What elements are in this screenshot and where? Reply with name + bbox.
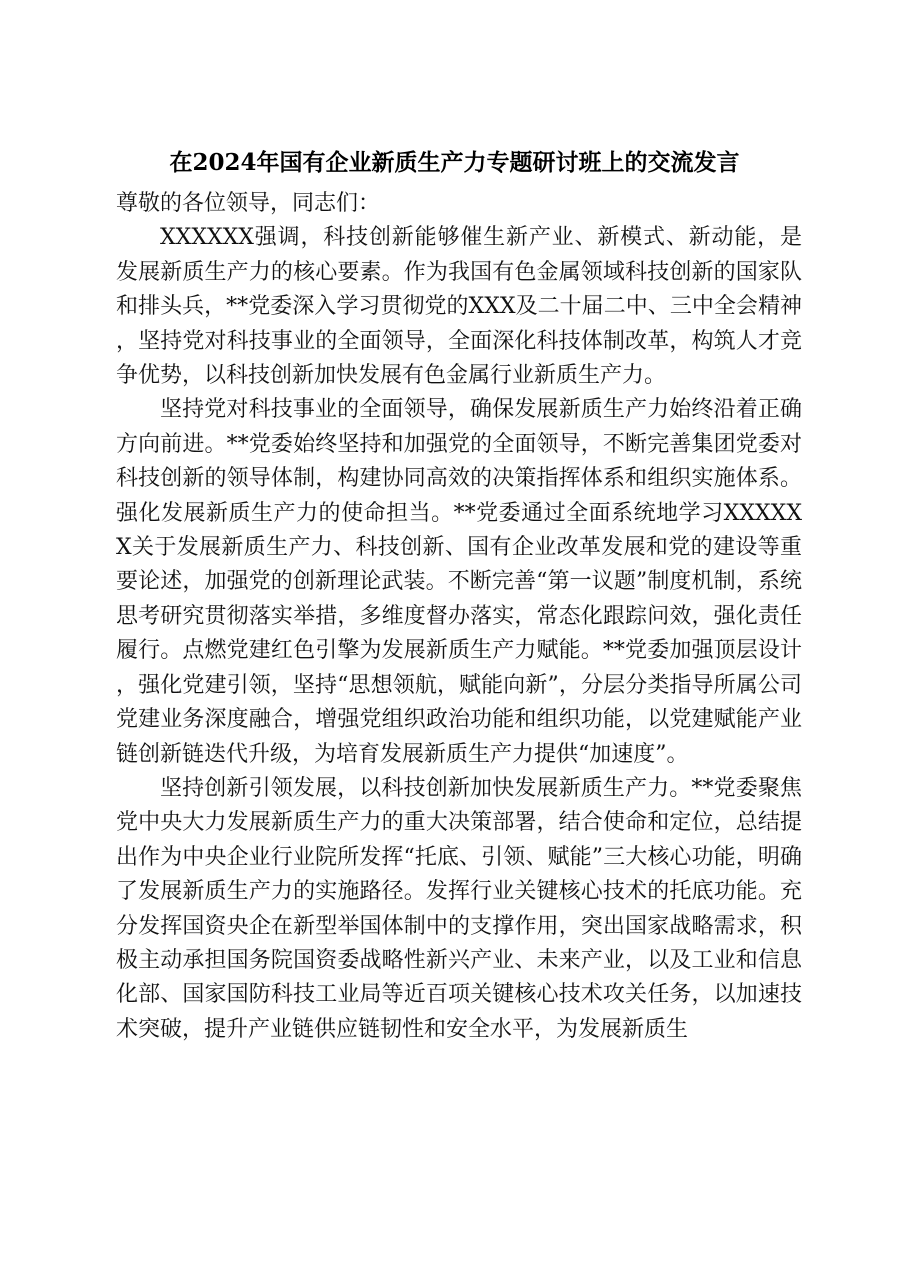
document-title: 在2024年国有企业新质生产力专题研讨班上的交流发言 [169,149,740,176]
paragraph-1: XXXXXX强调，科技创新能够催生新产业、新模式、新动能，是发展新质生产力的核心要素。作为我国有色金属领域科技创新的国家队和排头兵，**党委深入学习贯彻党的XXX及二十届二中、三中全会精神，坚持党对科技事业的全面领导，全面深化科技体制改革，构筑人才竞争优势，以科技创新加快发展有色金属行业新质生产力。 [116,225,802,389]
paragraph-2: 坚持党对科技事业的全面领导，确保发展新质生产力始终沿着正确方向前进。**党委始终坚持和加强党的全面领导，不断完善集团党委对科技创新的领导体制，构建协同高效的决策指挥体系和组织实施体系。强化发展新质生产力的使命担当。**党委通过全面系统地学习XXXXXX关于发展新质生产力、科技创新、国有企业改革发展和党的建设等重要论述，加强党的创新理论武装。不断完善“第一议题”制度机制，系统思考研究贯彻落实举措，多维度督办落实，常态化跟踪问效，强化责任履行。点燃党建红色引擎为发展新质生产力赋能。**党委加强顶层设计，强化党建引领，坚持“思想领航，赋能向新”，分层分类指导所属公司党建业务深度融合，增强党组织政治功能和组织功能，以党建赋能产业链创新链迭代升级，为培育发展新质生产力提供“加速度”。 [116,397,802,767]
paragraph-3: 坚持创新引领发展，以科技创新加快发展新质生产力。**党委聚焦党中央大力发展新质生产力的重大决策部署，结合使命和定位，总结提出作为中央企业行业院所发挥“托底、引领、赋能”三大核心功能，明确了发展新质生产力的实施路径。发挥行业关键核心技术的托底功能。充分发挥国资央企在新型举国体制中的支撑作用，突出国家战略需求，积极主动承担国务院国资委战略性新兴产业、未来产业，以及工业和信息化部、国家国防科技工业局等近百项关键核心技术攻关任务，以加速技术突破，提升产业链供应链韧性和安全水平，为发展新质生 [116,775,802,1042]
salutation: 尊敬的各位领导，同志们： [116,191,381,216]
document-body [116,187,802,1047]
